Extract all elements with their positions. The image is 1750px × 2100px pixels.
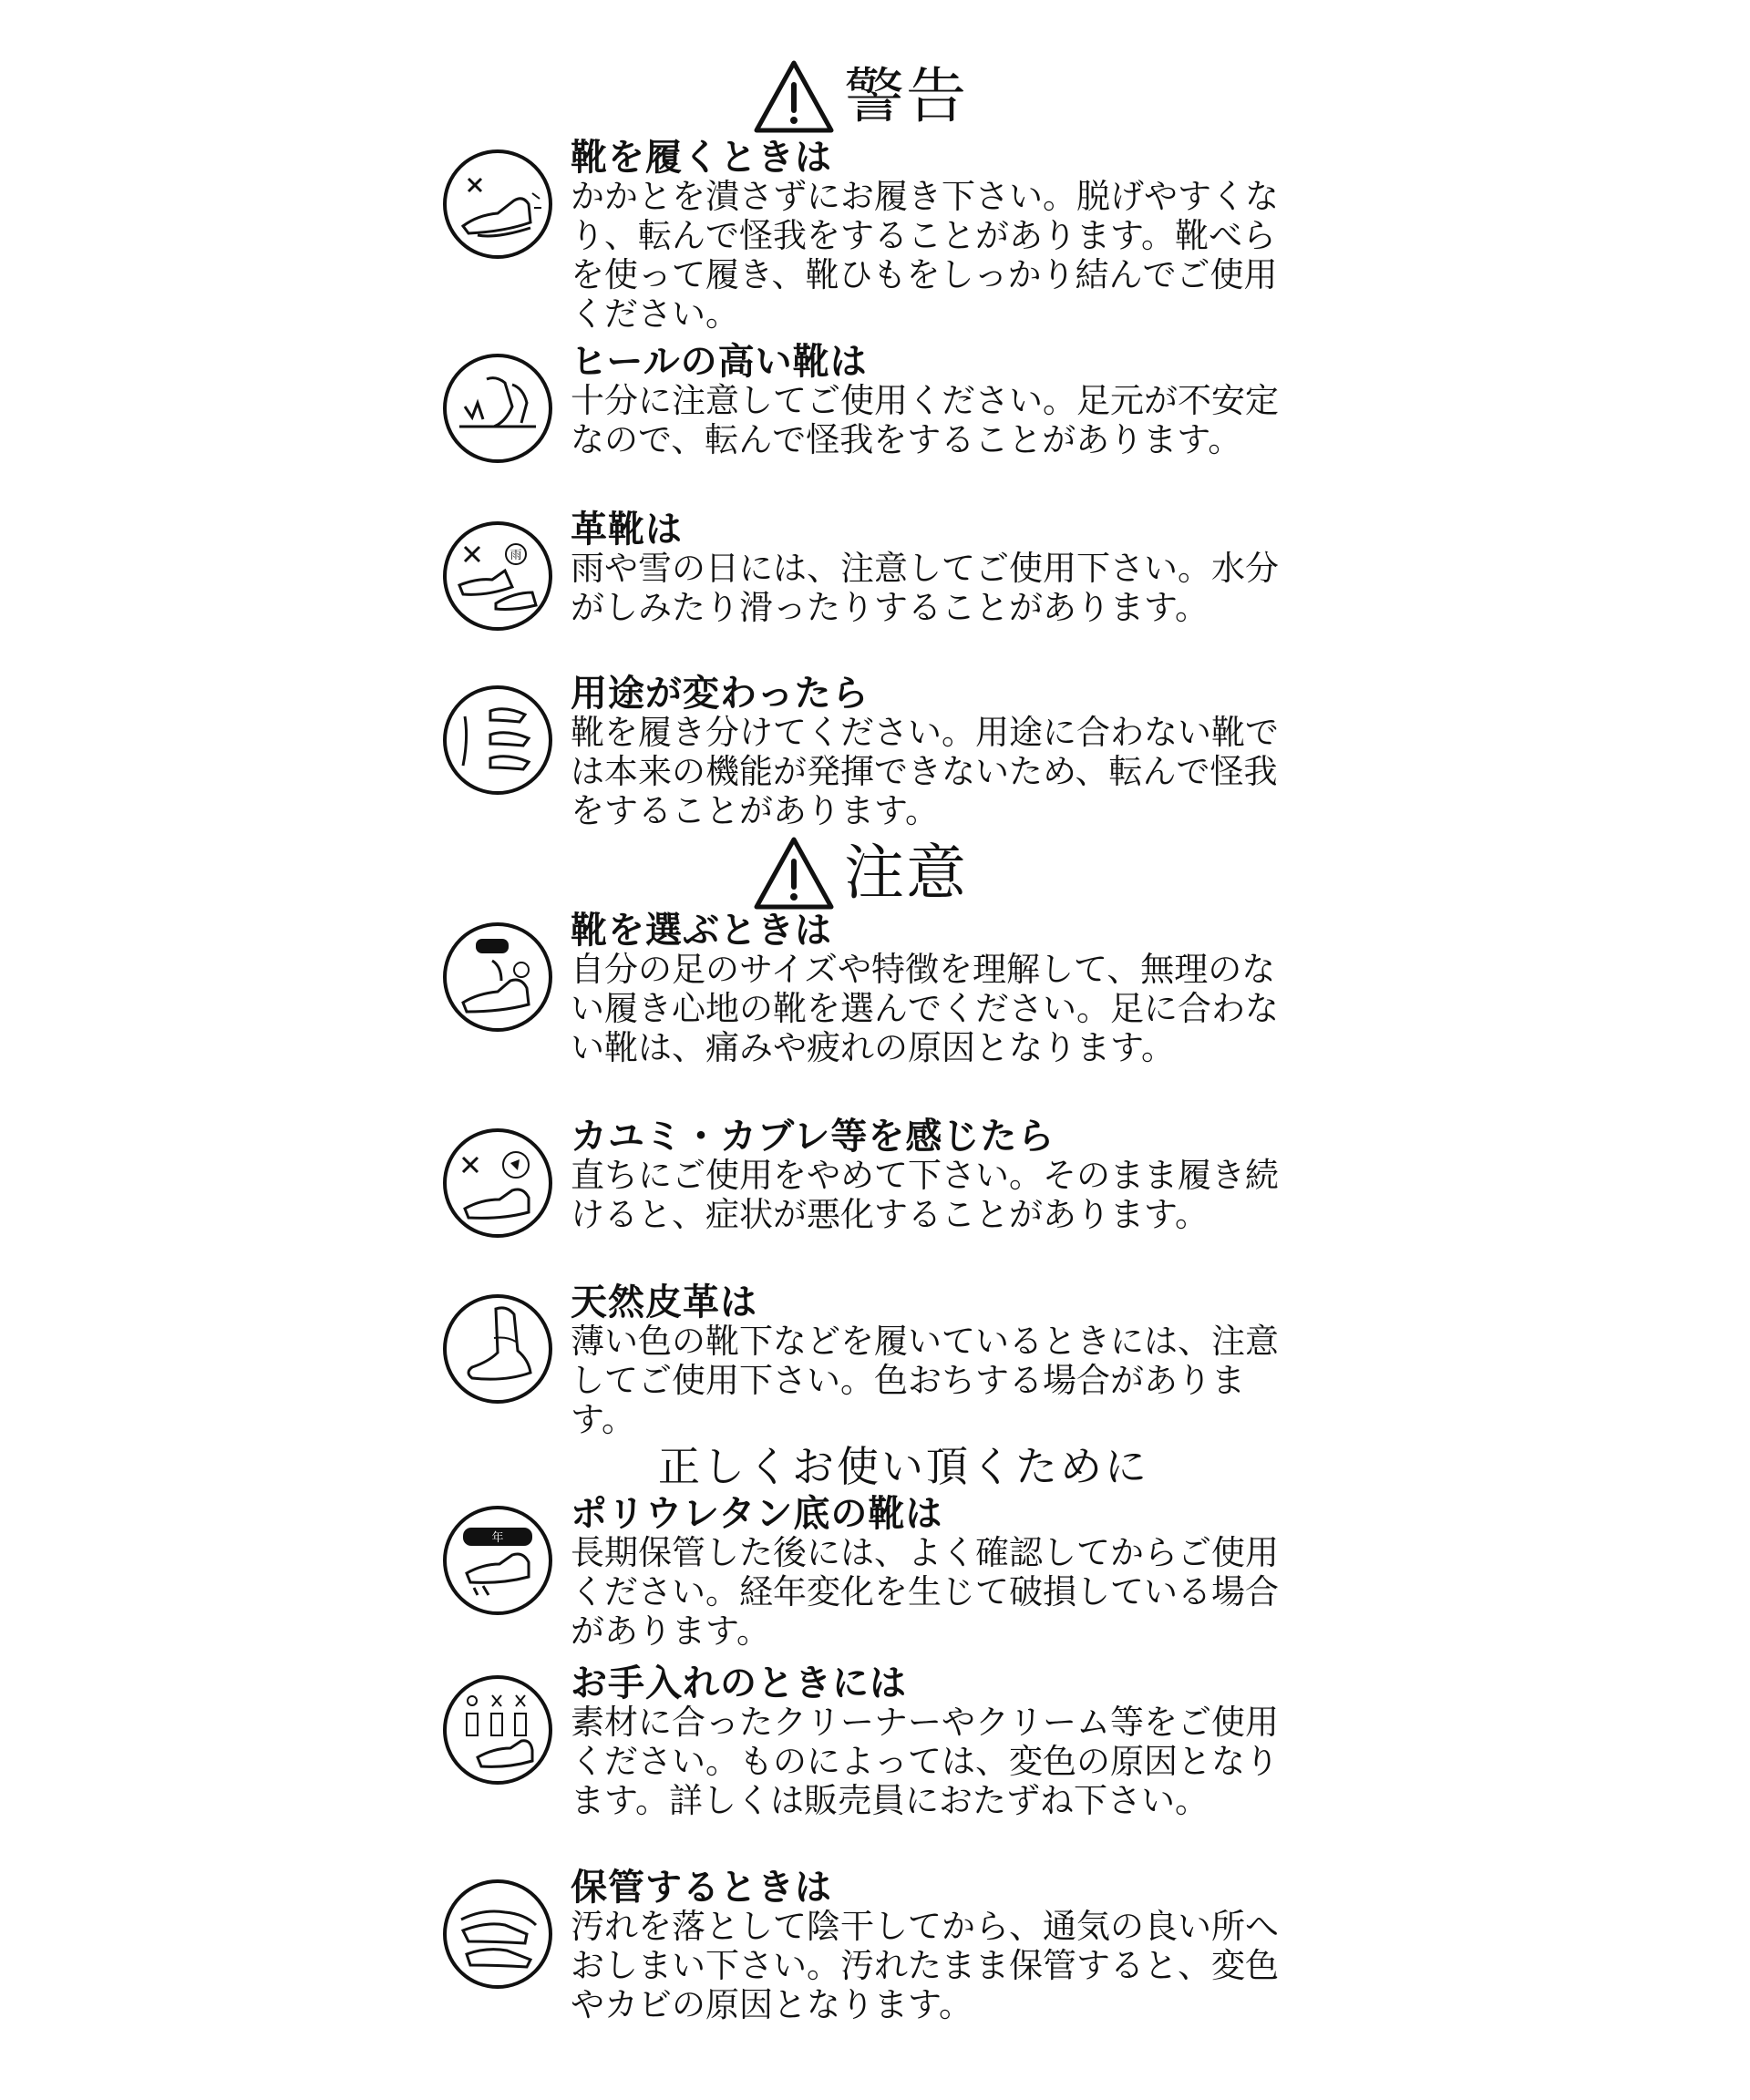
- proper-use-item-2-title: お手入れのときには: [571, 1662, 907, 1704]
- foot-sock-icon: [441, 1292, 554, 1405]
- caution-triangle-icon: [753, 836, 835, 911]
- caution-item-1-body: 自分の足のサイズや特徴を理解して、無理のない履き心地の靴を選んでください。足に合わない靴は、痛みや疲れの原因となります。: [571, 950, 1279, 1067]
- proper-use-item-1-body: 長期保管した後には、よく確認してからご使用ください。経年変化を生じて破損している場合があります。: [571, 1533, 1279, 1651]
- warning-item-1-body: かかとを潰さずにお履き下さい。脱げやすくなり、転んで怪我をすることがあります。靴べらを使って履き、靴ひもをしっかり結んでご使用ください。: [571, 177, 1279, 334]
- warning-item-1-title: 靴を履くときは: [571, 137, 832, 179]
- high-heel-icon: [441, 352, 554, 465]
- shoe-storage-icon: [441, 1878, 554, 1991]
- shoe-usage-icon: [441, 684, 554, 797]
- warning-heading: [753, 51, 968, 142]
- proper-use-item-2-body: 素材に合ったクリーナーやクリーム等をご使用ください。ものによっては、変色の原因となります。詳しくは販売員におたずね下さい。: [571, 1703, 1279, 1820]
- caution-item-2-title: カユミ・カブレ等を感じたら: [571, 1116, 1055, 1158]
- shoe-fitting-icon: [441, 921, 554, 1034]
- warning-item-4-body: 靴を履き分けてください。用途に合わない靴では本来の機能が発揮できないため、転んで怪我をすることがあります。: [571, 713, 1279, 830]
- warning-item-3-title: 革靴は: [571, 509, 683, 551]
- warning-triangle-icon: [753, 59, 835, 134]
- proper-use-item-3-title: 保管するときは: [571, 1867, 832, 1909]
- proper-use-heading: 正しくお使い頂くために: [658, 1442, 1149, 1491]
- caution-heading: [753, 828, 968, 919]
- rain-icon-label: 雨: [510, 549, 522, 562]
- warning-heading-text: 警告: [844, 61, 968, 131]
- caution-item-2-body: 直ちにご使用をやめて下さい。そのまま履き続けると、症状が悪化することがあります。: [571, 1156, 1279, 1234]
- calendar-icon-label: 年: [491, 1531, 504, 1545]
- rain-shoe-icon: [441, 520, 554, 633]
- caution-heading-text: 注意: [844, 838, 968, 908]
- caution-item-3-title: 天然皮革は: [571, 1282, 757, 1323]
- shoe-heel-crush-icon: [441, 148, 554, 261]
- warning-item-2-title: ヒールの高い靴は: [571, 341, 868, 383]
- warning-item-3-body: 雨や雪の日には、注意してご使用下さい。水分がしみたり滑ったりすることがあります。: [571, 549, 1279, 627]
- warning-item-4-title: 用途が変わったら: [571, 673, 870, 715]
- proper-use-item-3-body: 汚れを落として陰干してから、通気の良い所へおしまい下さい。汚れたまま保管すると、変色やカビの原因となります。: [571, 1907, 1279, 2024]
- proper-use-item-1-title: ポリウレタン底の靴は: [571, 1493, 943, 1535]
- caution-item-1-title: 靴を選ぶときは: [571, 910, 832, 952]
- cleaning-products-icon: [441, 1673, 554, 1786]
- storage-calendar-icon: [441, 1504, 554, 1617]
- caution-item-3-body: 薄い色の靴下などを履いているときには、注意してご使用下さい。色おちする場合があります。: [571, 1322, 1279, 1439]
- warning-item-2-body: 十分に注意してご使用ください。足元が不安定なので、転んで怪我をすることがあります。: [571, 381, 1279, 459]
- blister-icon: [441, 1127, 554, 1240]
